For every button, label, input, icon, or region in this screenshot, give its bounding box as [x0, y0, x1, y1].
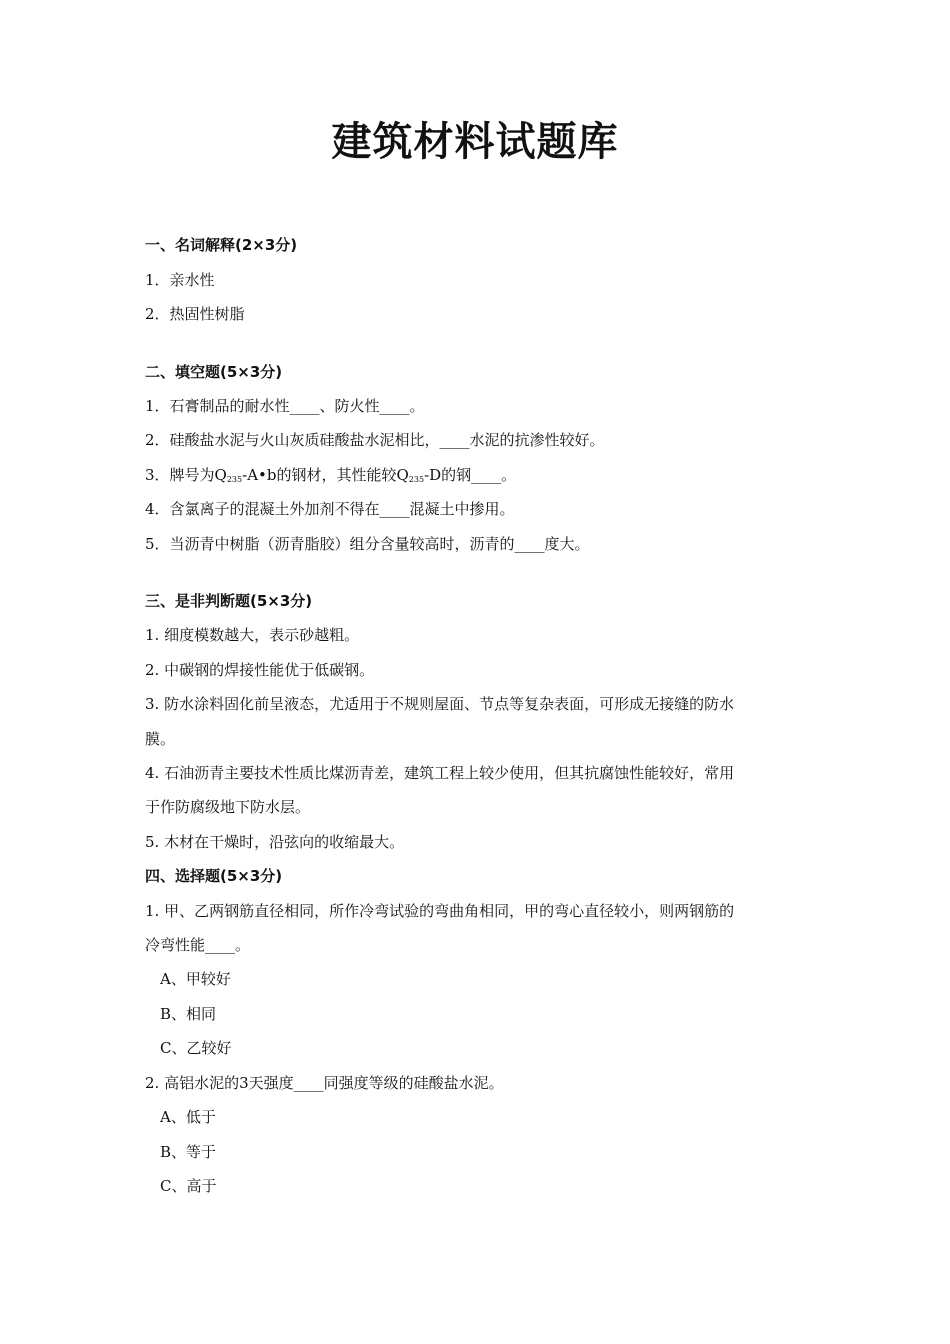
question-text-part: -A•b的钢材，其性能较Q — [242, 466, 409, 484]
question-text: 1. 细度模数越大，表示砂越粗。 — [145, 626, 360, 644]
section-heading-true-false: 三、是非判断题(5×3分) — [145, 592, 313, 610]
choice-option: A、低于 — [160, 1108, 216, 1126]
question-text: 2．热固性树脂 — [145, 305, 245, 323]
subscript: 235 — [408, 475, 425, 484]
choice-option: B、等于 — [160, 1143, 217, 1161]
subscript: 235 — [226, 475, 243, 484]
question-text: 2. 高铝水泥的3天强度____同强度等级的硅酸盐水泥。 — [145, 1074, 504, 1092]
question-text: 5. 木材在干燥时，沿弦向的收缩最大。 — [145, 833, 405, 851]
question-text-continued: 冷弯性能____。 — [145, 936, 251, 954]
question-text: 1．亲水性 — [145, 271, 215, 289]
question-text: 3. 防水涂料固化前呈液态，尤适用于不规则屋面、节点等复杂表面，可形成无接缝的防水 — [145, 695, 735, 713]
section-heading-choice: 四、选择题(5×3分) — [145, 867, 283, 885]
section-heading-fill-blank: 二、填空题(5×3分) — [145, 363, 283, 381]
choice-option: A、甲较好 — [160, 970, 231, 988]
question-text: 4．含氯离子的混凝土外加剂不得在____混凝土中掺用。 — [145, 500, 515, 518]
question-text: 5．当沥青中树脂（沥青脂胶）组分含量较高时，沥青的____度大。 — [145, 535, 590, 553]
choice-option: B、相同 — [160, 1005, 217, 1023]
choice-option: C、乙较好 — [160, 1039, 232, 1057]
question-text-continued: 于作防腐级地下防水层。 — [145, 798, 311, 816]
page-title: 建筑材料试题库 — [331, 119, 619, 165]
question-text: 1. 甲、乙两钢筋直径相同，所作冷弯试验的弯曲角相同，甲的弯心直径较小，则两钢筋的 — [145, 902, 735, 920]
question-text: 4. 石油沥青主要技术性质比煤沥青差，建筑工程上较少使用，但其抗腐蚀性能较好，常用 — [145, 764, 735, 782]
question-text-part: -D的钢____。 — [424, 466, 517, 484]
question-text — [145, 463, 810, 492]
question-text: 2. 中碳钢的焊接性能优于低碳钢。 — [145, 661, 375, 679]
question-text-continued: 膜。 — [145, 730, 176, 748]
section-heading-definitions: 一、名词解释(2×3分) — [145, 236, 298, 254]
question-text-part: 3．牌号为Q — [145, 466, 227, 484]
question-text: 1．石膏制品的耐水性____、防火性____。 — [145, 397, 425, 415]
question-text: 2．硅酸盐水泥与火山灰质硅酸盐水泥相比，____水泥的抗渗性较好。 — [145, 431, 605, 449]
choice-option: C、高于 — [160, 1177, 217, 1195]
